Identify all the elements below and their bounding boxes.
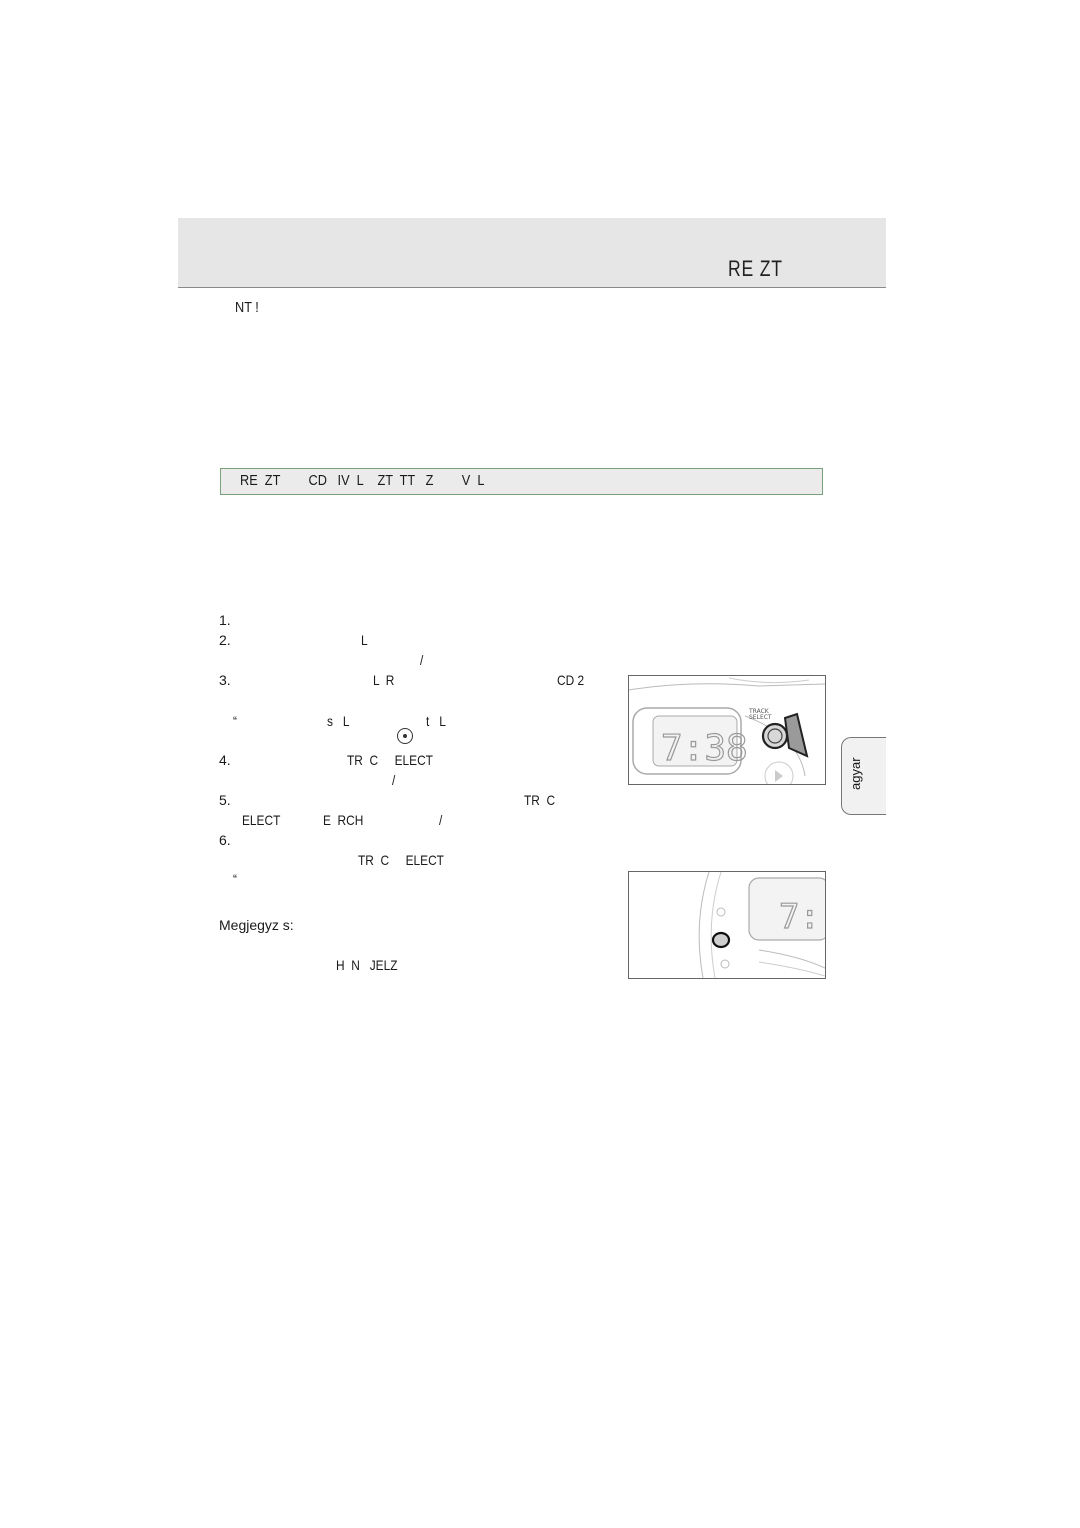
figure-side-button (628, 871, 826, 979)
step-2-number: 2. (219, 632, 231, 648)
svg-text:SELECT: SELECT (749, 714, 772, 721)
note-text: H N JELZ (336, 957, 398, 973)
section-heading: RE ZT CD IV L ZT TT Z V L (240, 472, 485, 489)
step-5-text: / (439, 812, 443, 828)
svg-text:TRACK: TRACK (749, 708, 769, 715)
step-5-text: TR C (524, 792, 556, 808)
disc-icon (397, 728, 413, 744)
track-select-button-icon (785, 714, 807, 756)
page-title: RE ZT (728, 256, 783, 281)
step-4-text: TR C ELECT (347, 752, 433, 768)
warning-label: NT ! (235, 299, 259, 316)
figure-display-digits: 7:38 (661, 728, 748, 769)
step-1-number: 1. (219, 612, 231, 628)
step-5-text: ELECT (242, 812, 281, 828)
step-2-text: / (420, 652, 424, 668)
step-6-number: 6. (219, 832, 231, 848)
note-label: Megjegyz s: (219, 917, 294, 933)
language-tab-label: agyar (848, 757, 863, 790)
step-3-number: 3. (219, 672, 231, 688)
step-3-text: s L (327, 713, 350, 729)
step-3-text: “ (233, 713, 237, 729)
step-3-text: CD 2 (557, 672, 585, 688)
step-3-text: L R (373, 672, 395, 688)
figure-track-select (628, 675, 826, 785)
step-3-text: t L (426, 713, 446, 729)
step-6-text: “ (233, 871, 237, 887)
step-2-text: L (361, 632, 368, 648)
step-6-text: TR C ELECT (358, 852, 444, 868)
svg-text:7:: 7: (779, 897, 820, 937)
step-5-number: 5. (219, 792, 231, 808)
step-5-text: E RCH (323, 812, 364, 828)
step-4-text: / (392, 772, 396, 788)
step-4-number: 4. (219, 752, 231, 768)
cd-play-icon (775, 770, 783, 782)
